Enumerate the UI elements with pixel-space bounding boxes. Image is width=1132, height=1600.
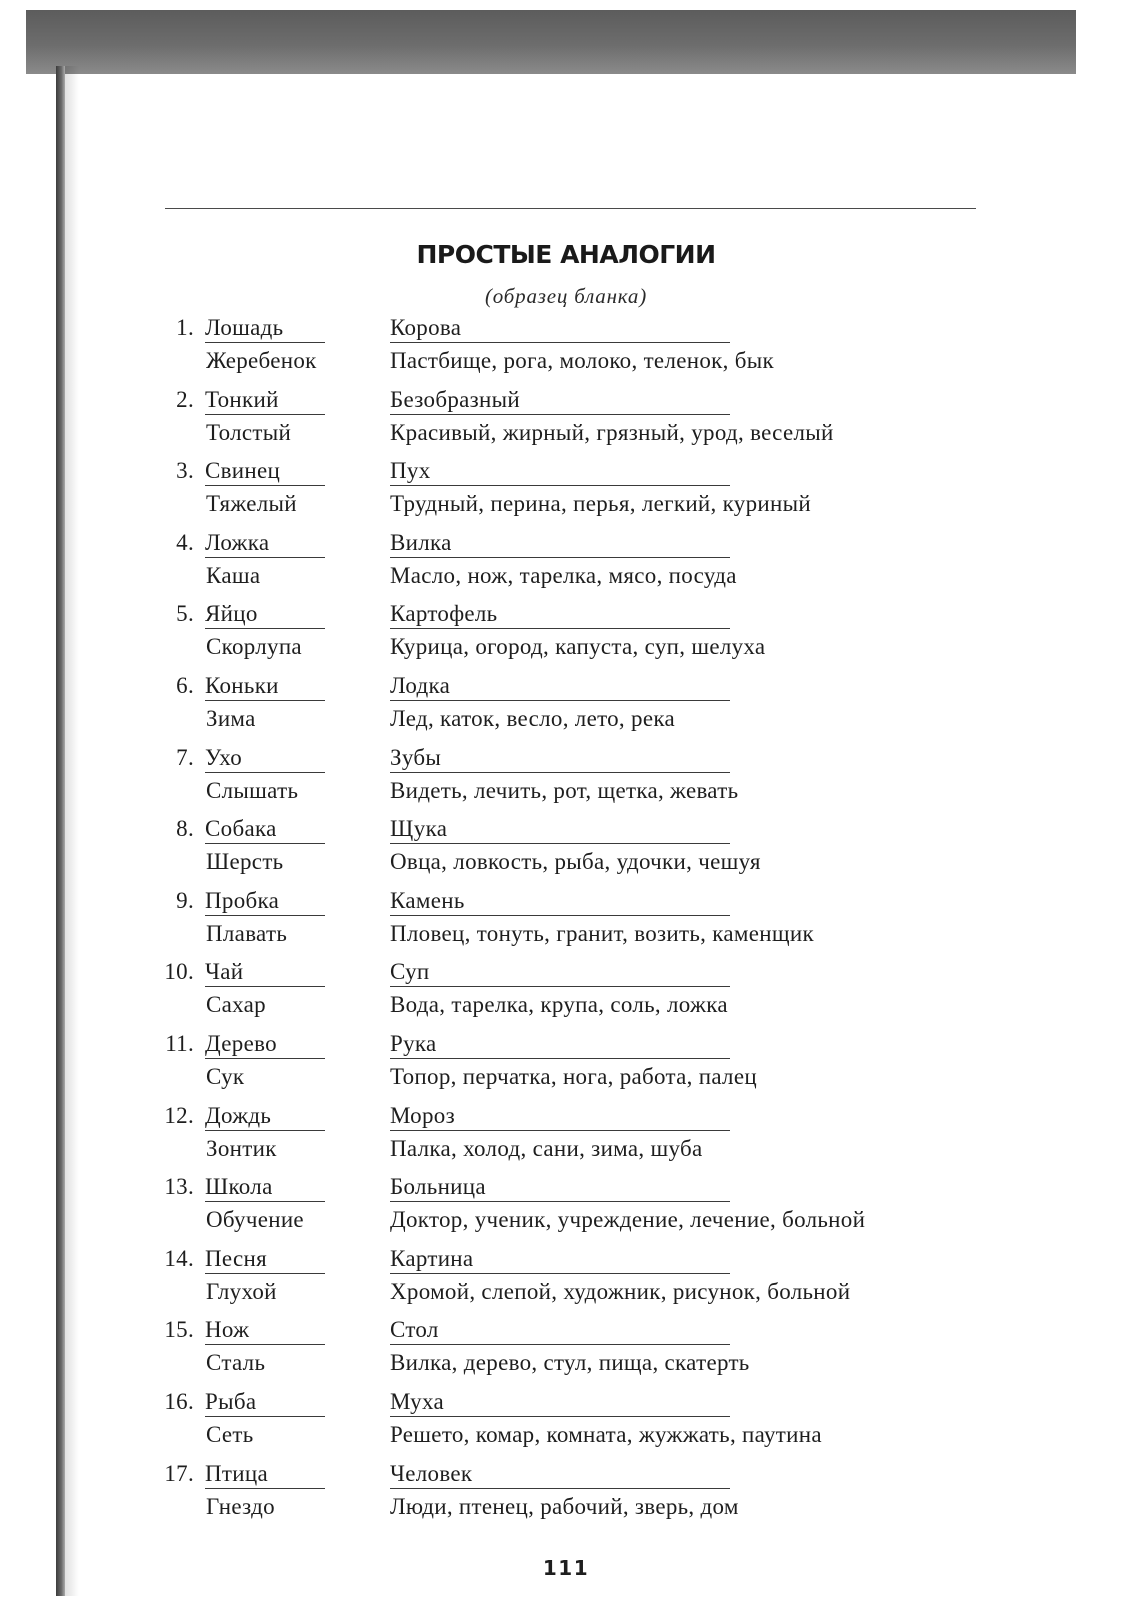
target-word: Вилка xyxy=(390,530,730,558)
item-number: 7. xyxy=(176,744,194,770)
page-title: ПРОСТЫЕ АНАЛОГИИ xyxy=(416,240,716,269)
scan-top-shadow-band xyxy=(26,10,1076,74)
source-pair-word: Зонтик xyxy=(206,1135,277,1161)
answer-options: Вилка, дерево, стул, пища, скатерть xyxy=(390,1350,750,1376)
source-pair-word: Обучение xyxy=(206,1207,304,1233)
answer-options: Видеть, лечить, рот, щетка, жевать xyxy=(390,777,739,803)
answer-options: Доктор, ученик, учреждение, лечение, больной xyxy=(390,1207,866,1233)
analogy-item xyxy=(0,669,1132,741)
item-number: 17. xyxy=(164,1460,194,1486)
analogy-list xyxy=(0,311,1132,1528)
header-rule xyxy=(165,208,976,209)
target-word: Камень xyxy=(390,888,730,916)
target-word: Корова xyxy=(390,315,730,343)
source-word: Нож xyxy=(205,1317,325,1345)
source-word: Птица xyxy=(205,1461,325,1489)
source-pair-word: Сахар xyxy=(206,992,266,1018)
analogy-item xyxy=(0,1313,1132,1385)
answer-options: Пловец, тонуть, гранит, возить, каменщик xyxy=(390,920,814,946)
analogy-item xyxy=(0,955,1132,1027)
target-word: Мороз xyxy=(390,1103,730,1131)
item-number: 14. xyxy=(164,1245,194,1271)
item-number: 5. xyxy=(176,601,194,627)
answer-options: Хромой, слепой, художник, рисунок, больной xyxy=(390,1278,851,1304)
source-word: Песня xyxy=(205,1246,325,1274)
item-number: 10. xyxy=(164,959,194,985)
page-number: 111 xyxy=(542,1556,590,1580)
source-word: Школа xyxy=(205,1174,325,1202)
source-word: Тонкий xyxy=(205,387,325,415)
answer-options: Решето, комар, комната, жужжать, паутина xyxy=(390,1421,822,1447)
source-word: Ложка xyxy=(205,530,325,558)
answer-options: Трудный, перина, перья, легкий, куриный xyxy=(390,491,811,517)
analogy-item xyxy=(0,884,1132,956)
item-number: 16. xyxy=(164,1388,194,1414)
answer-options: Вода, тарелка, крупа, соль, ложка xyxy=(390,992,728,1018)
source-pair-word: Глухой xyxy=(206,1278,277,1304)
source-pair-word: Толстый xyxy=(206,419,292,445)
source-word: Дерево xyxy=(205,1031,325,1059)
source-word: Пробка xyxy=(205,888,325,916)
analogy-item xyxy=(0,741,1132,813)
source-pair-word: Сеть xyxy=(206,1421,254,1447)
analogy-item xyxy=(0,1099,1132,1171)
target-word: Суп xyxy=(390,959,730,987)
answer-options: Лед, каток, весло, лето, река xyxy=(390,705,675,731)
item-number: 6. xyxy=(176,672,194,698)
analogy-item xyxy=(0,311,1132,383)
answer-options: Топор, перчатка, нога, работа, палец xyxy=(390,1063,757,1089)
source-pair-word: Плавать xyxy=(206,920,288,946)
source-pair-word: Каша xyxy=(206,562,261,588)
target-word: Пух xyxy=(390,458,730,486)
source-word: Свинец xyxy=(205,458,325,486)
answer-options: Овца, ловкость, рыба, удочки, чешуя xyxy=(390,849,761,875)
item-number: 4. xyxy=(176,529,194,555)
source-pair-word: Жеребенок xyxy=(206,348,317,373)
target-word: Щука xyxy=(390,816,730,844)
analogy-item xyxy=(0,597,1132,669)
source-word: Ухо xyxy=(205,745,325,773)
source-pair-word: Слышать xyxy=(206,777,299,803)
analogy-item xyxy=(0,1385,1132,1457)
source-pair-word: Зима xyxy=(206,705,256,731)
answer-options: Курица, огород, капуста, суп, шелуха xyxy=(390,634,766,660)
source-word: Лошадь xyxy=(205,315,325,343)
source-pair-word: Гнездо xyxy=(206,1493,275,1519)
answer-options: Красивый, жирный, грязный, урод, веселый xyxy=(390,419,834,445)
item-number: 2. xyxy=(176,386,194,412)
item-number: 12. xyxy=(164,1102,194,1128)
answer-options: Палка, холод, сани, зима, шуба xyxy=(390,1135,703,1161)
analogy-item xyxy=(0,454,1132,526)
source-word: Собака xyxy=(205,816,325,844)
item-number: 11. xyxy=(165,1030,194,1056)
analogy-item xyxy=(0,526,1132,598)
analogy-item xyxy=(0,1457,1132,1529)
target-word: Больница xyxy=(390,1174,730,1202)
source-pair-word: Сук xyxy=(206,1063,245,1089)
target-word: Картофель xyxy=(390,601,730,629)
source-pair-word: Сталь xyxy=(206,1350,266,1376)
analogy-item xyxy=(0,1170,1132,1242)
target-word: Рука xyxy=(390,1031,730,1059)
item-number: 8. xyxy=(176,816,194,842)
target-word: Картина xyxy=(390,1246,730,1274)
source-word: Коньки xyxy=(205,673,325,701)
source-word: Яйцо xyxy=(205,601,325,629)
target-word: Лодка xyxy=(390,673,730,701)
item-number: 1. xyxy=(176,315,194,340)
answer-options: Люди, птенец, рабочий, зверь, дом xyxy=(390,1493,739,1519)
target-word: Безобразный xyxy=(390,387,730,415)
item-number: 13. xyxy=(164,1174,194,1200)
item-number: 15. xyxy=(164,1317,194,1343)
source-word: Рыба xyxy=(205,1389,325,1417)
analogy-item xyxy=(0,383,1132,455)
target-word: Стол xyxy=(390,1317,730,1345)
page-subtitle: (образец бланка) xyxy=(484,284,647,308)
source-pair-word: Шерсть xyxy=(206,849,284,875)
analogy-item xyxy=(0,812,1132,884)
item-number: 3. xyxy=(176,458,194,484)
source-pair-word: Скорлупа xyxy=(206,634,302,660)
answer-options: Масло, нож, тарелка, мясо, посуда xyxy=(390,562,737,588)
item-number: 9. xyxy=(176,887,194,913)
analogy-item xyxy=(0,1242,1132,1314)
target-word: Зубы xyxy=(390,745,730,773)
target-word: Муха xyxy=(390,1389,730,1417)
analogy-item xyxy=(0,1027,1132,1099)
source-word: Дождь xyxy=(205,1103,325,1131)
target-word: Человек xyxy=(390,1461,730,1489)
source-pair-word: Тяжелый xyxy=(206,491,297,517)
answer-options: Пастбище, рога, молоко, теленок, бык xyxy=(390,348,774,373)
source-word: Чай xyxy=(205,959,325,987)
